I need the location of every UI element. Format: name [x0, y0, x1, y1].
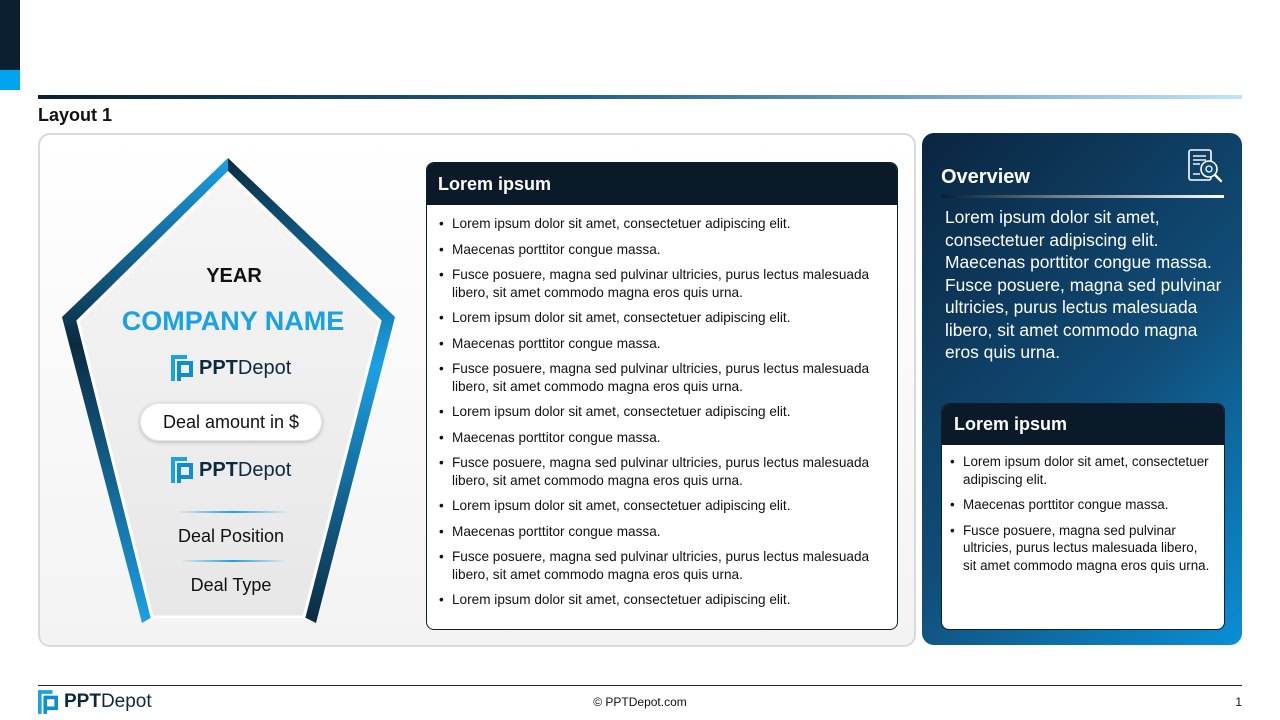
logo-text-ppt: PPT [199, 356, 238, 379]
overview-rule [941, 195, 1224, 198]
small-card-bullets [942, 445, 1224, 574]
layout-title: Layout 1 [38, 105, 113, 125]
page-number: 1 [1235, 695, 1242, 709]
top-left-accent-block-light [0, 70, 20, 90]
footer-rule [38, 685, 1242, 686]
list-item: • Fusce posuere, magna sed pulvinar ultricies, purus lectus malesuada libero, sit amet commodo magna eros quis urna. [439, 548, 883, 583]
logo-text-depot: Depot [237, 356, 292, 379]
pentagon-badge [60, 155, 400, 630]
logo-text-depot: Depot [237, 458, 292, 481]
pentagon-logo-2 [171, 456, 291, 484]
list-card-title: Lorem ipsum [427, 163, 897, 205]
list-item: • Fusce posuere, magna sed pulvinar ultricies, purus lectus malesuada libero, sit amet commodo magna eros quis urna. [439, 454, 883, 489]
pptdepot-logo-icon [171, 457, 193, 483]
list-item: • Fusce posuere, magna sed pulvinar ultricies, purus lectus malesuada libero, sit amet commodo magna eros quis urna. [950, 522, 1212, 575]
list-item: • Maecenas porttitor congue massa. [439, 523, 883, 541]
logo-text-ppt: PPT [199, 458, 238, 481]
lorem-ipsum-list-card [426, 162, 898, 630]
overview-text: Lorem ipsum dolor sit amet, consectetuer adipiscing elit. Maecenas porttitor congue massa. Fusce posuere, magna sed pulvinar ultricies, purus lectus malesuada libero, sit amet commodo magna eros quis urna. [945, 207, 1222, 362]
pptdepot-logo-icon [38, 690, 58, 714]
document-search-icon [1186, 148, 1224, 186]
pentagon-separator [180, 560, 286, 562]
list-item: • Maecenas porttitor congue massa. [439, 241, 883, 259]
list-item: • Maecenas porttitor congue massa. [439, 335, 883, 353]
list-card-bullets [427, 205, 897, 609]
list-item: • Lorem ipsum dolor sit amet, consectetuer adipiscing elit. [439, 309, 883, 327]
overview-title: Overview [941, 166, 1030, 188]
pentagon-logo-1 [171, 354, 291, 382]
list-item: • Maecenas porttitor congue massa. [439, 429, 883, 447]
lorem-ipsum-small-card [941, 403, 1225, 630]
deal-position-label: Deal Position [177, 526, 285, 546]
list-item: • Lorem ipsum dolor sit amet, consectetuer adipiscing elit. [439, 497, 883, 515]
year-label: YEAR [206, 265, 262, 287]
list-item: • Lorem ipsum dolor sit amet, consectetuer adipiscing elit. [439, 591, 883, 609]
pentagon-separator [176, 511, 290, 513]
logo-text-ppt: PPT [64, 691, 101, 712]
logo-text-depot: Depot [100, 691, 152, 712]
top-left-accent-block [0, 0, 20, 70]
footer-copyright: © PPTDepot.com [593, 695, 687, 709]
deal-amount-pill: Deal amount in $ [140, 403, 322, 441]
list-item: • Fusce posuere, magna sed pulvinar ultricies, purus lectus malesuada libero, sit amet commodo magna eros quis urna. [439, 266, 883, 301]
pptdepot-logo-icon [171, 355, 193, 381]
list-item: • Lorem ipsum dolor sit amet, consectetuer adipiscing elit. [950, 453, 1212, 488]
list-item: • Fusce posuere, magna sed pulvinar ultricies, purus lectus malesuada libero, sit amet commodo magna eros quis urna. [439, 360, 883, 395]
list-item: • Lorem ipsum dolor sit amet, consectetuer adipiscing elit. [439, 403, 883, 421]
company-name: COMPANY NAME [121, 306, 345, 336]
list-item: • Maecenas porttitor congue massa. [950, 496, 1212, 514]
title-rule [38, 95, 1242, 99]
list-item: • Lorem ipsum dolor sit amet, consectetuer adipiscing elit. [439, 215, 883, 233]
small-card-title: Lorem ipsum [942, 404, 1224, 445]
footer-logo [38, 689, 152, 715]
deal-type-label: Deal Type [190, 575, 272, 595]
